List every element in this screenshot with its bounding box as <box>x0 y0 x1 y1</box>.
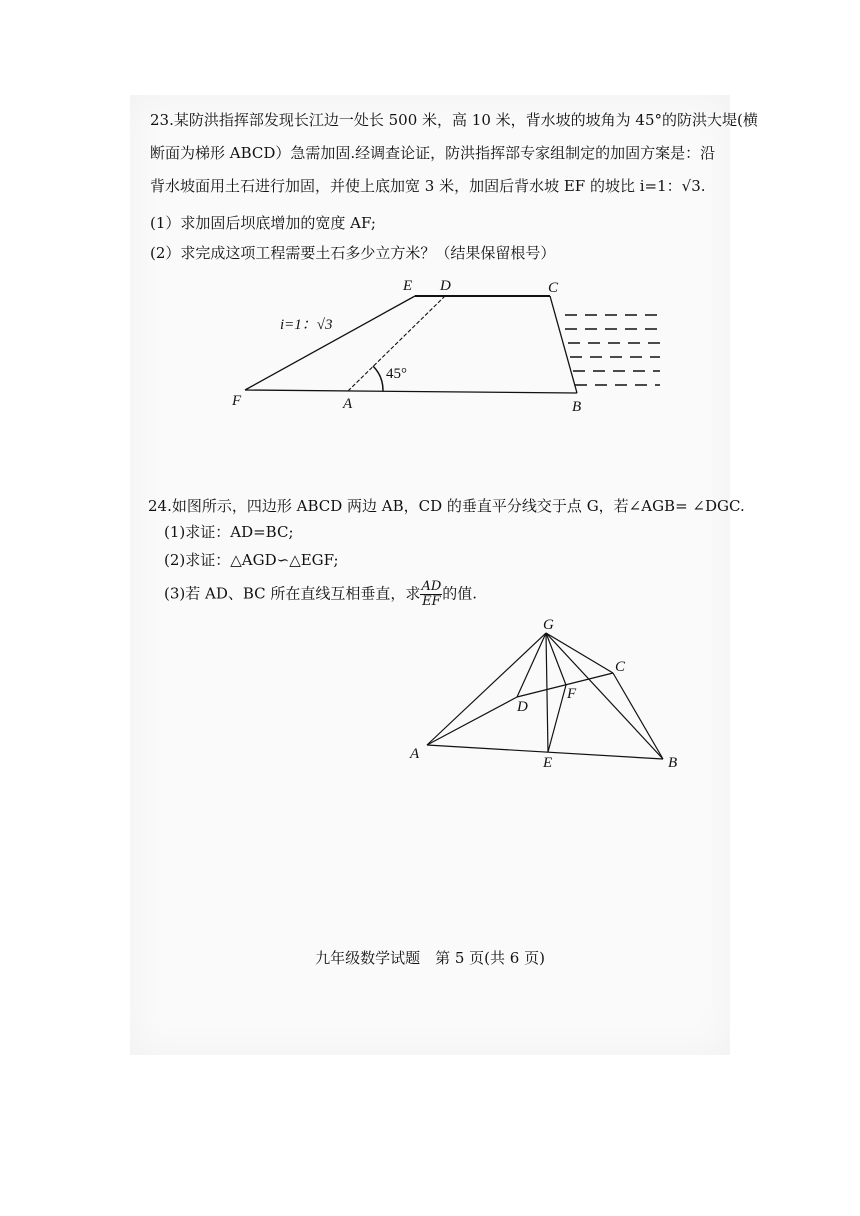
ad-over-ef-fraction <box>420 580 442 609</box>
label-E: E <box>403 278 413 294</box>
q24-part3-suffix: 的值. <box>442 584 478 603</box>
label-D: D <box>517 699 528 715</box>
q23-line3: 背水坡面用土石进行加固，并使上底加宽 3 米，加固后背水坡 EF 的坡比 i=1：√3. <box>150 177 706 195</box>
q23-line1: 23.某防洪指挥部发现长江边一处长 500 米，高 10 米，背水坡的坡角为 45°的防洪大堤(横 <box>150 111 758 129</box>
q23-line2: 断面为梯形 ABCD）急需加固.经调查论证，防洪指挥部专家组制定的加固方案是：沿 <box>150 144 716 162</box>
fb-base-line <box>245 390 577 393</box>
slope-ratio-label: i=1：√3 <box>280 317 333 333</box>
label-E: E <box>543 755 553 771</box>
label-A: A <box>343 396 353 412</box>
label-C: C <box>615 659 626 675</box>
label-D: D <box>440 278 451 294</box>
fraction-numerator: AD <box>421 579 442 594</box>
q24-line1: 24.如图所示，四边形 ABCD 两边 AB，CD 的垂直平分线交于点 G，若∠AGB= ∠DGC. <box>148 497 745 515</box>
angle-45-arc <box>373 366 383 391</box>
q24-part2: (2)求证：△AGD∽△EGF; <box>164 551 339 569</box>
label-B: B <box>668 755 678 771</box>
quadrilateral-figure <box>400 615 700 780</box>
page-footer: 九年级数学试题 第 5 页(共 6 页) <box>315 949 545 967</box>
dam-figure <box>220 275 680 435</box>
q24-part3 <box>164 580 477 609</box>
water-dashes <box>565 315 660 385</box>
fraction-denominator: EF <box>422 594 441 609</box>
q24-part3-prefix: (3)若 AD、BC 所在直线互相垂直，求 <box>164 584 421 603</box>
q23-part1: (1）求加固后坝底增加的宽度 AF; <box>150 214 376 232</box>
label-B: B <box>572 399 582 415</box>
q24-part1: (1)求证：AD=BC; <box>164 523 294 541</box>
label-F: F <box>567 686 577 702</box>
label-G: G <box>543 617 554 633</box>
label-A: A <box>410 746 420 762</box>
scanned-page <box>130 95 730 1055</box>
label-F: F <box>232 393 242 409</box>
cb-side-line <box>550 296 577 393</box>
q23-part2: (2）求完成这项工程需要土石多少立方米？（结果保留根号） <box>150 244 556 262</box>
label-C: C <box>548 280 559 296</box>
angle-45-label: 45° <box>386 366 407 382</box>
